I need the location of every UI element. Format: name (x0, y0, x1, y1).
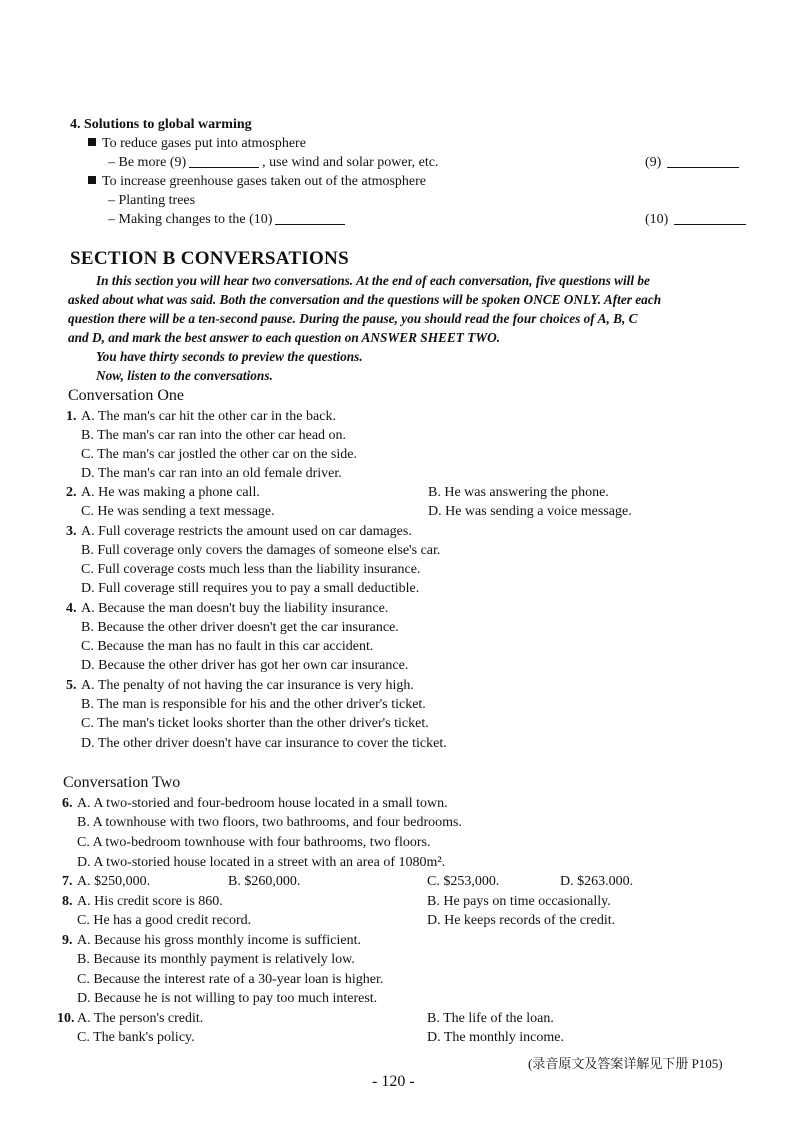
notes-sub-2: – Planting trees (108, 193, 196, 208)
q4-option-c[interactable]: C. Because the man has no fault in this car accident. (81, 639, 374, 654)
q9-number: 9. (62, 933, 73, 948)
answer-10 (645, 212, 746, 228)
q1-option-a[interactable]: A. The man's car hit the other car in the back. (81, 409, 336, 424)
notes-bullet-1-text: To reduce gases put into atmosphere (102, 136, 306, 151)
q7-option-c[interactable]: C. $253,000. (427, 874, 500, 889)
q1-option-b[interactable]: B. The man's car ran into the other car head on. (81, 428, 347, 443)
q5-option-d[interactable]: D. The other driver doesn't have car insurance to cover the ticket. (81, 736, 447, 751)
notes-sub-3 (108, 212, 348, 228)
q8-option-c[interactable]: C. He has a good credit record. (77, 913, 252, 928)
notes-sub-1 (108, 155, 439, 171)
q3-number: 3. (66, 524, 77, 539)
q8-option-d[interactable]: D. He keeps records of the credit. (427, 913, 616, 928)
q10-option-c[interactable]: C. The bank's policy. (77, 1030, 195, 1045)
notes-sub-1-pre: – Be more (9) (108, 155, 187, 170)
notes-bullet-2 (88, 174, 426, 190)
q3-option-a[interactable]: A. Full coverage restricts the amount used on car damages. (81, 524, 412, 539)
q6-number: 6. (62, 796, 73, 811)
answer-10-label: (10) (645, 212, 669, 227)
q7-number: 7. (62, 874, 73, 889)
q6-option-d[interactable]: D. A two-storied house located in a street with an area of 1080m². (77, 855, 446, 870)
notes-sub-3-pre: – Making changes to the (10) (108, 212, 273, 227)
q8-option-b[interactable]: B. He pays on time occasionally. (427, 894, 611, 909)
instruction-listen: Now, listen to the conversations. (96, 368, 273, 383)
q4-number: 4. (66, 601, 77, 616)
q2-option-a[interactable]: A. He was making a phone call. (81, 485, 260, 500)
square-bullet-icon (88, 176, 96, 184)
q9-option-a[interactable]: A. Because his gross monthly income is sufficient. (77, 933, 361, 948)
conversation-two-title: Conversation Two (63, 774, 181, 791)
q1-option-c[interactable]: C. The man's car jostled the other car on the side. (81, 447, 357, 462)
conversation-one-title: Conversation One (68, 387, 184, 404)
q9-option-b[interactable]: B. Because its monthly payment is relatively low. (77, 952, 355, 967)
instruction-line-2: asked about what was said. Both the conversation and the questions will be spoken ONCE ONLY. After each (68, 292, 662, 307)
instruction-line-1: In this section you will hear two conversations. At the end of each conversation, five questions will be (96, 273, 650, 288)
notes-bullet-2-text: To increase greenhouse gases taken out of the atmosphere (102, 174, 427, 189)
q4-option-d[interactable]: D. Because the other driver has got her own car insurance. (81, 658, 409, 673)
q5-option-b[interactable]: B. The man is responsible for his and the other driver's ticket. (81, 697, 426, 712)
q6-option-b[interactable]: B. A townhouse with two floors, two bathrooms, and four bedrooms. (77, 815, 462, 830)
answer-9 (645, 155, 739, 171)
blank-9-inline[interactable] (189, 155, 259, 168)
q10-number: 10. (57, 1011, 75, 1026)
q2-option-b[interactable]: B. He was answering the phone. (428, 485, 609, 500)
notes-bullet-1 (88, 136, 306, 152)
q3-option-d[interactable]: D. Full coverage still requires you to pay a small deductible. (81, 581, 420, 596)
answer-10-blank[interactable] (674, 212, 746, 225)
page-number: - 120 - (372, 1073, 415, 1090)
q5-option-c[interactable]: C. The man's ticket looks shorter than the other driver's ticket. (81, 716, 429, 731)
answer-reference-note: (录音原文及答案详解见下册 P105) (528, 1056, 723, 1071)
q10-option-d[interactable]: D. The monthly income. (427, 1030, 564, 1045)
instruction-preview: You have thirty seconds to preview the questions. (96, 349, 363, 364)
q1-number: 1. (66, 409, 77, 424)
blank-10-inline[interactable] (275, 212, 345, 225)
q7-option-a[interactable]: A. $250,000. (77, 874, 151, 889)
q4-option-b[interactable]: B. Because the other driver doesn't get the car insurance. (81, 620, 399, 635)
q6-option-a[interactable]: A. A two-storied and four-bedroom house located in a small town. (77, 796, 448, 811)
q4-option-a[interactable]: A. Because the man doesn't buy the liability insurance. (81, 601, 389, 616)
q10-option-a[interactable]: A. The person's credit. (77, 1011, 204, 1026)
q8-option-a[interactable]: A. His credit score is 860. (77, 894, 223, 909)
q10-option-b[interactable]: B. The life of the loan. (427, 1011, 554, 1026)
q8-number: 8. (62, 894, 73, 909)
q3-option-c[interactable]: C. Full coverage costs much less than the liability insurance. (81, 562, 421, 577)
answer-9-blank[interactable] (667, 155, 739, 168)
q3-option-b[interactable]: B. Full coverage only covers the damages of someone else's car. (81, 543, 441, 558)
q2-option-c[interactable]: C. He was sending a text message. (81, 504, 275, 519)
q6-option-c[interactable]: C. A two-bedroom townhouse with four bathrooms, two floors. (77, 835, 431, 850)
q1-option-d[interactable]: D. The man's car ran into an old female driver. (81, 466, 342, 481)
instruction-line-3: question there will be a ten-second pause. During the pause, you should read the four choices of A, B, C (68, 311, 638, 326)
q7-option-d[interactable]: D. $263.000. (560, 874, 634, 889)
square-bullet-icon (88, 138, 96, 146)
q2-option-d[interactable]: D. He was sending a voice message. (428, 504, 632, 519)
q9-option-c[interactable]: C. Because the interest rate of a 30-year loan is higher. (77, 972, 384, 987)
q2-number: 2. (66, 485, 77, 500)
notes-sub-1-post: , use wind and solar power, etc. (262, 155, 439, 170)
q7-option-b[interactable]: B. $260,000. (228, 874, 301, 889)
notes-heading: 4. Solutions to global warming (70, 117, 252, 132)
section-title: SECTION B CONVERSATIONS (70, 248, 349, 269)
q5-option-a[interactable]: A. The penalty of not having the car insurance is very high. (81, 678, 414, 693)
answer-9-label: (9) (645, 155, 662, 170)
q5-number: 5. (66, 678, 77, 693)
instruction-line-4: and D, and mark the best answer to each question on ANSWER SHEET TWO. (68, 330, 501, 345)
q9-option-d[interactable]: D. Because he is not willing to pay too much interest. (77, 991, 378, 1006)
